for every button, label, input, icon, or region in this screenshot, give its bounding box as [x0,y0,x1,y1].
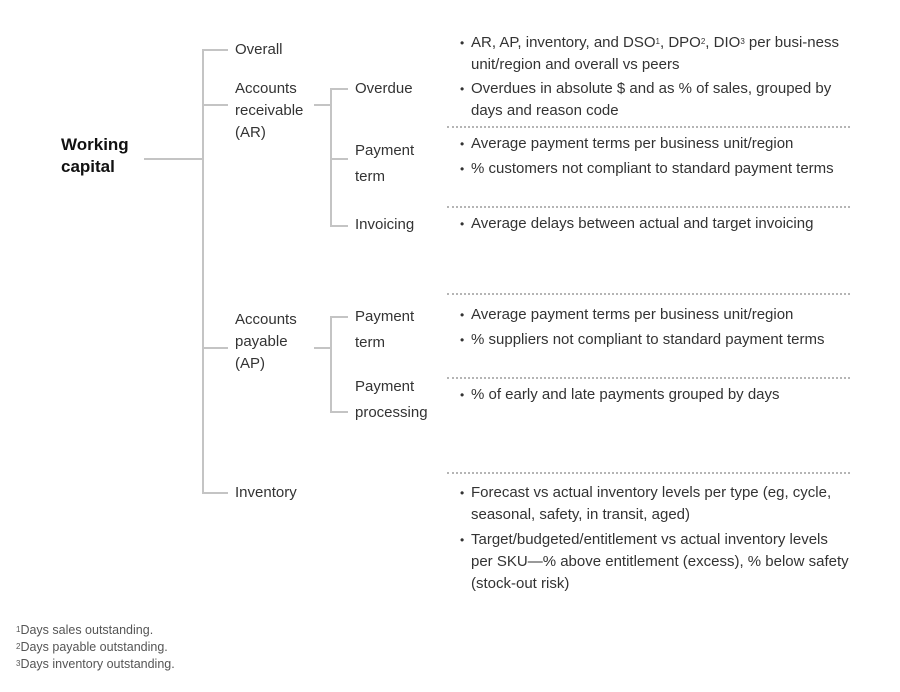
footnote-1 [16,622,175,639]
connector-ar-overdue [330,88,348,90]
footnote-2 [16,639,175,656]
desc-ap-payment-processing [460,384,850,409]
ar-payment-term-line1: Payment [355,142,415,159]
connector-inventory [202,492,228,494]
separator-ap-payment-processing [447,377,850,379]
separator-ap [447,293,850,295]
root-node-working-capital [61,134,141,178]
desc-bullet: • Average payment terms per business unit/region [460,133,850,155]
desc-overall [460,32,850,79]
footnote-num: 3 [16,659,21,668]
footnote-num: 2 [16,642,21,651]
node-ar-payment-term [355,138,414,190]
connector-ar-invoicing [330,225,348,227]
node-inventory [235,482,297,504]
separator-inventory [447,472,850,474]
desc-bullet: • Forecast vs actual inventory levels per type (eg, cycle, seasonal, safety, in transit, aged) [460,482,850,526]
desc-bullet: • % suppliers not compliant to standard payment terms [460,329,850,351]
separator-ar-invoicing [447,206,850,208]
footnote-3 [16,656,175,673]
footnote-ref-3: 3 [740,37,745,46]
desc-ap-payment-term [460,304,850,354]
ar-label-line1: Accounts [235,80,297,97]
connector-ar-payment-term [330,158,348,160]
connector-ar [202,104,228,106]
root-label-line2: capital [61,157,115,176]
desc-bullet: • % customers not compliant to standard payment terms [460,158,850,180]
desc-bullet: • Overdues in absolute $ and as % of sales, grouped by days and reason code [460,78,850,122]
footnote-ref-1: 1 [655,37,660,46]
connector-ap-vertical [330,316,332,413]
desc-bullet: • % of early and late payments grouped by days [460,384,850,406]
footnote-text: Days inventory outstanding. [20,657,175,671]
desc-text: , DIO [705,34,741,51]
desc-inventory [460,482,850,598]
footnote-num: 1 [16,625,21,634]
desc-text: , DPO [660,34,701,51]
node-ap-payment-term [355,304,414,356]
ap-payment-term-line2: term [355,334,385,351]
ar-overdue-label: Overdue [355,80,413,97]
ap-label-line1: Accounts [235,311,297,328]
node-overall-label: Overall [235,41,283,58]
footnotes [16,622,175,673]
desc-overall-bullet [460,32,850,76]
connector-ap-payment-processing [330,411,348,413]
connector-root [144,158,203,160]
desc-ar-payment-term [460,133,850,183]
ar-label-line3: (AR) [235,124,266,141]
footnote-ref-2: 2 [700,37,706,46]
desc-bullet: • Average delays between actual and target invoicing [460,213,850,235]
ap-payment-term-line1: Payment [355,308,415,325]
desc-ar-overdue [460,78,850,125]
node-accounts-payable [235,309,297,375]
node-ar-invoicing [355,214,414,236]
desc-bullet: • Target/budgeted/entitlement vs actual inventory levels per SKU—% above entitlement (excess), % below safety (stock-out risk) [460,529,850,595]
ap-payment-processing-line1: Payment [355,378,415,395]
desc-ar-invoicing [460,213,850,238]
connector-main-vertical [202,49,204,494]
separator-ar-payment-term [447,126,850,128]
connector-ap [202,347,228,349]
connector-overall [202,49,228,51]
footnote-text: Days payable outstanding. [20,640,168,654]
desc-bullet: • Average payment terms per business unit/region [460,304,850,326]
node-ar-overdue [355,78,413,100]
connector-ap-stub [314,347,331,349]
connector-ap-payment-term [330,316,348,318]
ar-label-line2: receivable [235,102,304,119]
node-overall [235,39,283,61]
node-inventory-label: Inventory [235,484,297,501]
connector-ar-stub [314,104,331,106]
node-accounts-receivable [235,78,303,144]
ap-label-line2: payable [235,333,288,350]
node-ap-payment-processing [355,374,428,426]
ap-payment-processing-line2: processing [355,404,428,421]
desc-text: AR, AP, inventory, and DSO [471,34,656,51]
ap-label-line3: (AP) [235,355,265,372]
footnote-text: Days sales outstanding. [20,623,154,637]
root-label-line1: Working [61,135,129,154]
ar-invoicing-label: Invoicing [355,216,415,233]
ar-payment-term-line2: term [355,168,385,185]
desc-text: per busi-ness unit/region and overall vs peers [471,34,839,73]
